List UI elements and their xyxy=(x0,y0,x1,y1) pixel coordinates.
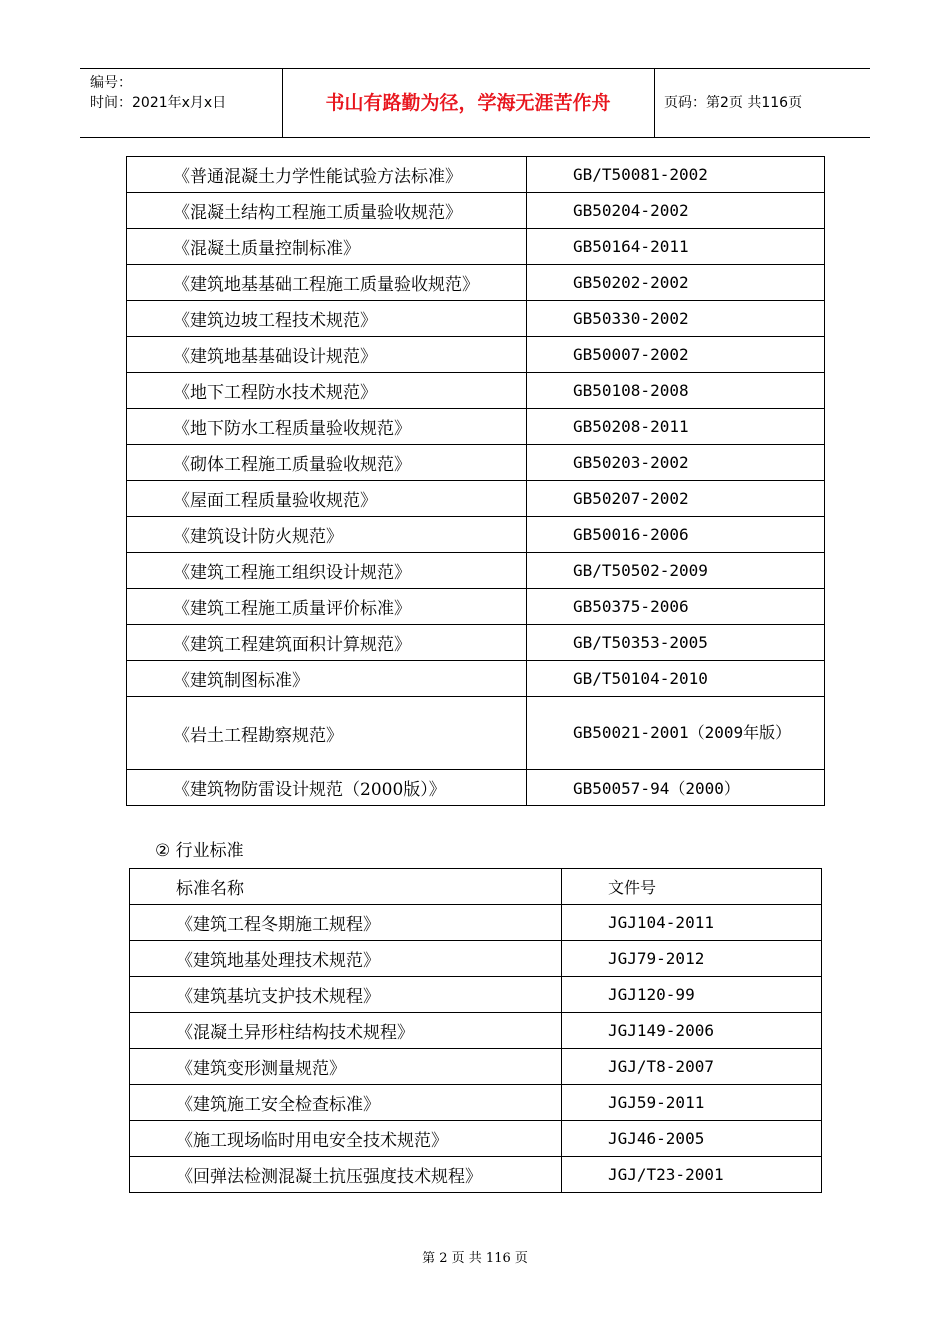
table-row xyxy=(130,941,822,977)
standard-code: GB/T50353-2005 xyxy=(527,625,825,661)
industry-section-title: ② 行业标准 xyxy=(155,841,244,861)
page-footer: 第 2 页 共 116 页 xyxy=(422,1251,528,1266)
table-row xyxy=(127,157,825,193)
standard-name: 《屋面工程质量验收规范》 xyxy=(127,481,527,517)
table-row xyxy=(127,265,825,301)
standard-code: JGJ/T8-2007 xyxy=(562,1049,822,1085)
standard-name: 《回弹法检测混凝土抗压强度技术规程》 xyxy=(130,1157,562,1193)
table-row xyxy=(127,409,825,445)
standard-code: GB50021-2001（2009年版） xyxy=(527,697,825,770)
standard-code: JGJ46-2005 xyxy=(562,1121,822,1157)
standard-code: GB50108-2008 xyxy=(527,373,825,409)
standard-name: 《建筑工程建筑面积计算规范》 xyxy=(127,625,527,661)
standard-code: GB50330-2002 xyxy=(527,301,825,337)
standard-code: JGJ59-2011 xyxy=(562,1085,822,1121)
industry-standards-table xyxy=(129,868,822,1193)
document-date: 时间：2021年x月x日 xyxy=(90,95,227,111)
table-row xyxy=(130,1157,822,1193)
table-row xyxy=(127,697,825,770)
standard-code: GB50164-2011 xyxy=(527,229,825,265)
standard-code: GB/T50502-2009 xyxy=(527,553,825,589)
table-row xyxy=(127,301,825,337)
standard-code: GB50204-2002 xyxy=(527,193,825,229)
standard-name: 《建筑变形测量规范》 xyxy=(130,1049,562,1085)
standard-name: 《普通混凝土力学性能试验方法标准》 xyxy=(127,157,527,193)
table-row xyxy=(130,1121,822,1157)
standard-code: GB50207-2002 xyxy=(527,481,825,517)
standard-name: 《混凝土质量控制标准》 xyxy=(127,229,527,265)
standard-name: 《建筑边坡工程技术规范》 xyxy=(127,301,527,337)
standard-code: GB50208-2011 xyxy=(527,409,825,445)
standard-code: JGJ79-2012 xyxy=(562,941,822,977)
standard-name: 《建筑地基处理技术规范》 xyxy=(130,941,562,977)
table-row xyxy=(130,1085,822,1121)
standard-code: JGJ/T23-2001 xyxy=(562,1157,822,1193)
header-motto: 书山有路勤为径，学海无涯苦作舟 xyxy=(282,69,655,137)
standard-code: GB50016-2006 xyxy=(527,517,825,553)
standard-name: 《砌体工程施工质量验收规范》 xyxy=(127,445,527,481)
standard-code: JGJ104-2011 xyxy=(562,905,822,941)
standard-name: 《建筑设计防火规范》 xyxy=(127,517,527,553)
table-row xyxy=(130,905,822,941)
standard-name: 《建筑基坑支护技术规程》 xyxy=(130,977,562,1013)
standard-name: 《建筑物防雷设计规范（2000版）》 xyxy=(127,770,527,806)
standard-name: 《建筑地基基础工程施工质量验收规范》 xyxy=(127,265,527,301)
standard-name: 《建筑地基基础设计规范》 xyxy=(127,337,527,373)
standard-name: 《混凝土异形柱结构技术规程》 xyxy=(130,1013,562,1049)
standard-name: 《地下防水工程质量验收规范》 xyxy=(127,409,527,445)
standard-code: GB50007-2002 xyxy=(527,337,825,373)
standard-code: GB50203-2002 xyxy=(527,445,825,481)
table-row xyxy=(127,229,825,265)
standard-code: JGJ120-99 xyxy=(562,977,822,1013)
page-header xyxy=(80,68,870,138)
table-row xyxy=(130,1013,822,1049)
table-row xyxy=(127,661,825,697)
header-page-number: 页码：第2页 共116页 xyxy=(664,95,803,111)
table-row xyxy=(127,770,825,806)
table-row xyxy=(127,589,825,625)
table-row xyxy=(127,337,825,373)
standard-code: GB50057-94（2000） xyxy=(527,770,825,806)
header-standard-name: 标准名称 xyxy=(130,869,562,905)
table-row xyxy=(127,481,825,517)
standard-name: 《建筑工程施工组织设计规范》 xyxy=(127,553,527,589)
table-row xyxy=(130,977,822,1013)
table-row xyxy=(127,625,825,661)
national-standards-table xyxy=(126,156,825,806)
standard-code: GB50202-2002 xyxy=(527,265,825,301)
header-document-code: 文件号 xyxy=(562,869,822,905)
standard-name: 《建筑工程施工质量评价标准》 xyxy=(127,589,527,625)
standard-name: 《岩土工程勘察规范》 xyxy=(127,697,527,770)
document-number-label: 编号： xyxy=(90,75,132,91)
standard-name: 《地下工程防水技术规范》 xyxy=(127,373,527,409)
table-row xyxy=(127,553,825,589)
table-row xyxy=(127,517,825,553)
table-row xyxy=(127,445,825,481)
table-row xyxy=(127,373,825,409)
standard-code: GB50375-2006 xyxy=(527,589,825,625)
table-row xyxy=(130,1049,822,1085)
standard-code: GB/T50104-2010 xyxy=(527,661,825,697)
standard-name: 《建筑施工安全检查标准》 xyxy=(130,1085,562,1121)
standard-code: GB/T50081-2002 xyxy=(527,157,825,193)
standard-name: 《建筑工程冬期施工规程》 xyxy=(130,905,562,941)
header-meta xyxy=(80,69,283,137)
standard-name: 《施工现场临时用电安全技术规范》 xyxy=(130,1121,562,1157)
table-row xyxy=(127,193,825,229)
standard-name: 《建筑制图标准》 xyxy=(127,661,527,697)
standard-name: 《混凝土结构工程施工质量验收规范》 xyxy=(127,193,527,229)
table-header-row xyxy=(130,869,822,905)
standard-code: JGJ149-2006 xyxy=(562,1013,822,1049)
